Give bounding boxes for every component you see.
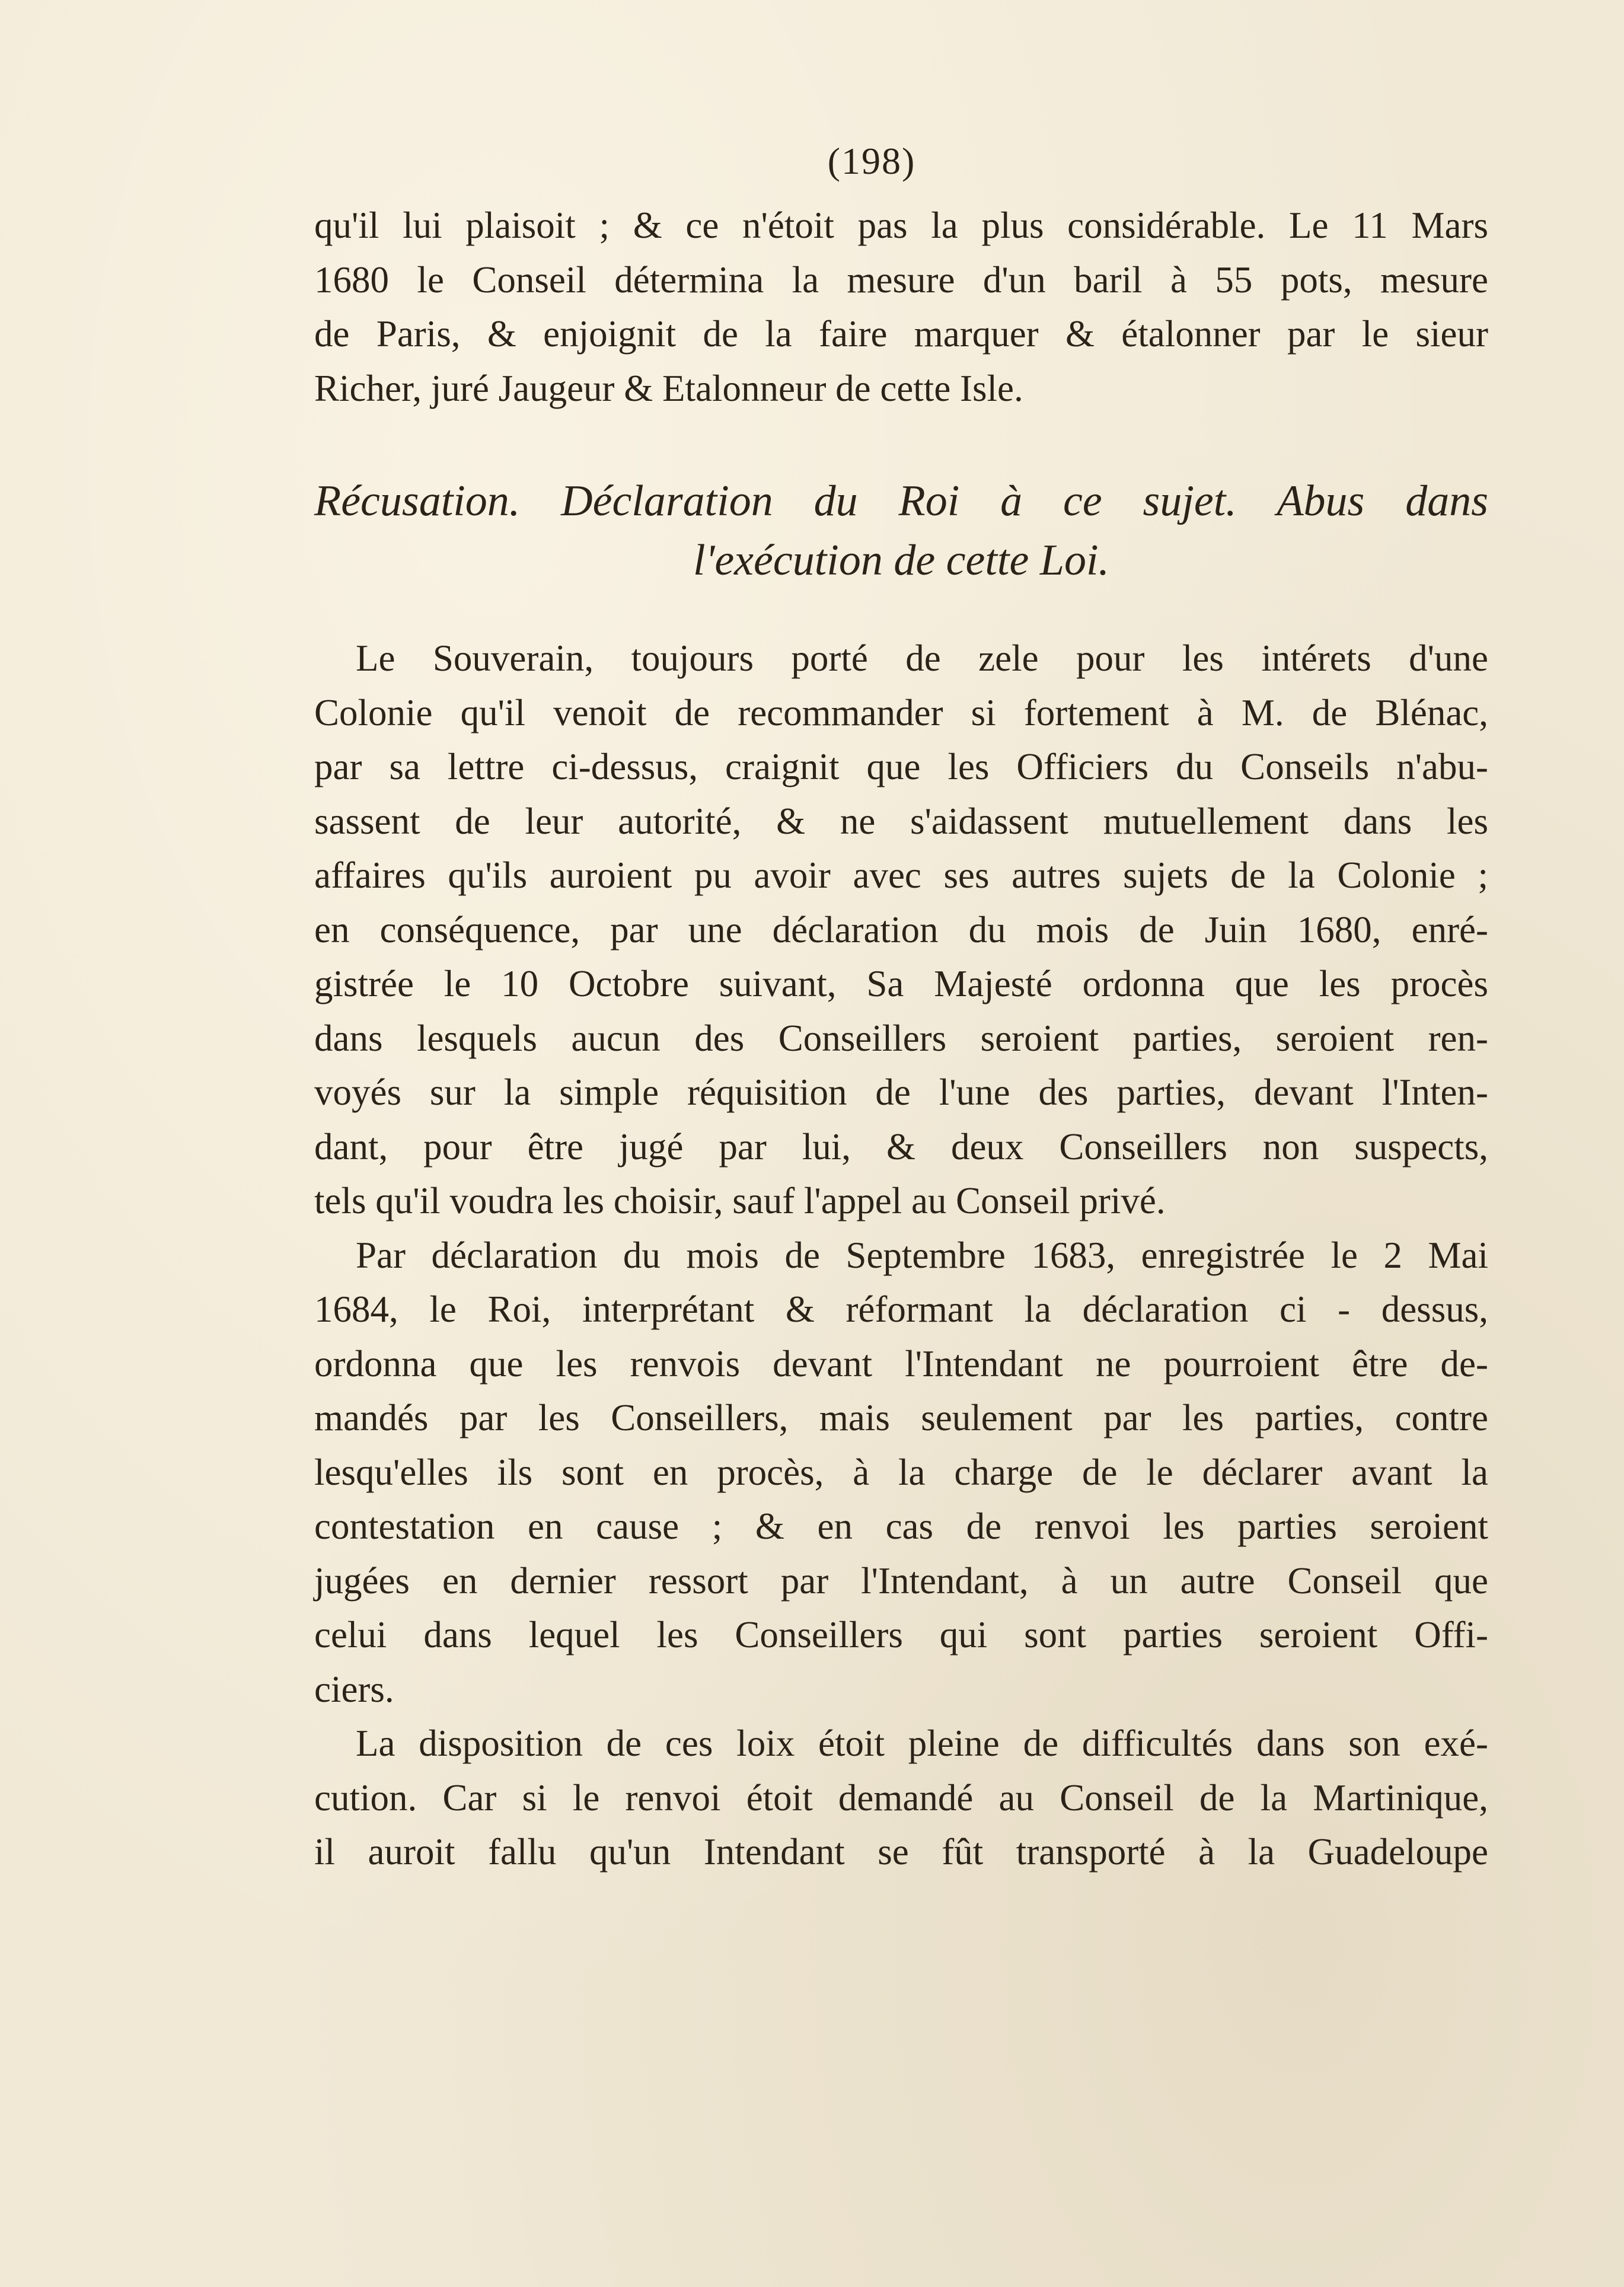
text-line: voyés sur la simple réquisition de l'une des parties, devant l'Inten- <box>314 1071 1488 1113</box>
text-line: gistrée le 10 Octobre suivant, Sa Majesté ordonna que les procès <box>314 963 1488 1004</box>
text-line: contestation en cause ; & en cas de renvoi les parties seroient <box>314 1505 1488 1547</box>
heading-line: Récusation. Déclaration du Roi à ce sujet. Abus dans <box>314 477 1488 525</box>
text-line: dant, pour être jugé par lui, & deux Conseillers non suspects, <box>314 1125 1488 1168</box>
text-line: dans lesquels aucun des Conseillers seroient parties, seroient ren- <box>314 1017 1488 1059</box>
page-number: (198) <box>827 140 916 182</box>
text-line: Le Souverain, toujours porté de zele pour les intérets d'une <box>356 637 1488 679</box>
text-line: Par déclaration du mois de Septembre 1683, enregistrée le 2 Mai <box>356 1234 1488 1276</box>
text-line: qu'il lui plaisoit ; & ce n'étoit pas la plus considérable. Le 11 Mars <box>314 205 1488 246</box>
text-line: Colonie qu'il venoit de recommander si fortement à M. de Blénac, <box>314 691 1488 733</box>
heading-line: l'exécution de cette Loi. <box>693 536 1110 585</box>
text-line: sassent de leur autorité, & ne s'aidassent mutuellement dans les <box>314 800 1488 842</box>
text-line: il auroit fallu qu'un Intendant se fût transporté à la Guadeloupe <box>314 1831 1488 1873</box>
text-line: celui dans lequel les Conseillers qui sont parties seroient Offi- <box>314 1614 1488 1656</box>
text-line: La disposition de ces loix étoit pleine de difficultés dans son exé- <box>356 1723 1488 1764</box>
text-line: par sa lettre ci-dessus, craignit que les Officiers du Conseils n'abu- <box>314 746 1488 787</box>
text-line: lesqu'elles ils sont en procès, à la charge de le déclarer avant la <box>314 1451 1488 1493</box>
text-line: Richer, juré Jaugeur & Etalonneur de cette Isle. <box>314 367 1023 409</box>
text-line: cution. Car si le renvoi étoit demandé au Conseil de la Martinique, <box>314 1776 1488 1819</box>
text-line: ordonna que les renvois devant l'Intendant ne pourroient être de- <box>314 1342 1488 1385</box>
text-line: en conséquence, par une déclaration du mois de Juin 1680, enré- <box>314 908 1488 950</box>
text-line: tels qu'il voudra les choisir, sauf l'appel au Conseil privé. <box>314 1180 1166 1221</box>
text-line: mandés par les Conseillers, mais seulement par les parties, contre <box>314 1397 1488 1438</box>
text-line: de Paris, & enjoignit de la faire marquer & étalonner par le sieur <box>314 313 1488 355</box>
text-line: ciers. <box>314 1668 394 1710</box>
text-line: 1684, le Roi, interprétant & réformant la déclaration ci - dessus, <box>314 1288 1488 1330</box>
text-line: 1680 le Conseil détermina la mesure d'un baril à 55 pots, mesure <box>314 259 1488 301</box>
paragraph-1 <box>314 199 1488 416</box>
text-line: jugées en dernier ressort par l'Intendant, à un autre Conseil que <box>314 1559 1488 1602</box>
section-heading <box>314 471 1488 590</box>
text-line: affaires qu'ils auroient pu avoir avec ses autres sujets de la Colonie ; <box>314 854 1488 896</box>
body-text <box>314 631 1488 1880</box>
